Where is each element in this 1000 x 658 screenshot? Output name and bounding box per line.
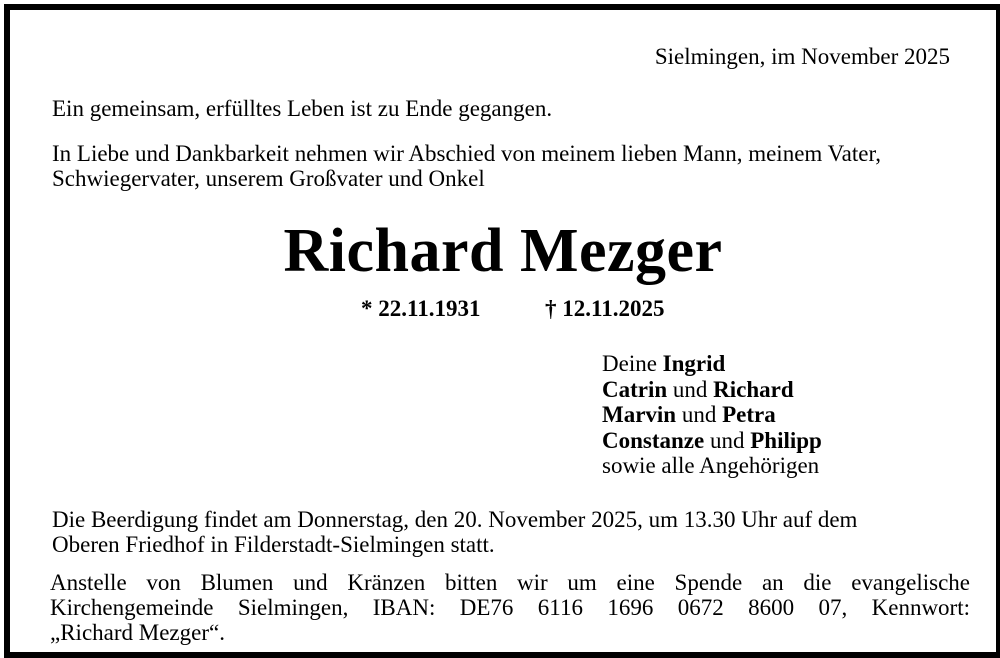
family-line (602, 351, 822, 377)
family-member: Ingrid (662, 351, 726, 376)
family-line (602, 377, 822, 403)
intro-line: Ein gemeinsam, erfülltes Leben ist zu Ende gegangen. (52, 96, 553, 121)
family-line (602, 402, 822, 428)
donation-notice (50, 570, 970, 645)
family-member: Constanze (602, 427, 705, 453)
obituary-frame (4, 4, 1000, 658)
family-member: Philipp (750, 427, 822, 453)
family-member: Marvin (602, 402, 677, 427)
family-conjunction: und (681, 402, 717, 427)
donation-line-2: Kirchengemeinde Sielmingen, IBAN: DE76 6116 1696 0672 8600 07, Kennwort: (50, 595, 970, 620)
place-date: Sielmingen, im November 2025 (654, 44, 950, 69)
family-signature (602, 351, 822, 479)
family-member: Richard (713, 376, 794, 402)
funeral-line-1: Die Beerdigung findet am Donnerstag, den 20. November 2025, um 13.30 Uhr auf dem (52, 507, 858, 532)
donation-line-3: „Richard Mezger“. (50, 620, 225, 645)
funeral-line-2: Oberen Friedhof in Filderstadt-Sielmingen statt. (52, 532, 495, 557)
family-member: Catrin (602, 376, 668, 402)
farewell-line-1: In Liebe und Dankbarkeit nehmen wir Abschied von meinem lieben Mann, meinem Vater, (52, 141, 881, 166)
family-line (602, 428, 822, 454)
family-conjunction: und (709, 427, 745, 453)
family-member: Petra (722, 402, 776, 427)
family-conjunction: und (672, 376, 708, 402)
birth-date: * 22.11.1931 (361, 296, 481, 321)
family-relatives: sowie alle Angehörigen (602, 453, 820, 478)
farewell-line-2: Schwiegervater, unserem Großvater und Onkel (52, 166, 485, 191)
donation-line-1: Anstelle von Blumen und Kränzen bitten wir um eine Spende an die evangelische (50, 570, 970, 595)
deceased-name: Richard Mezger (283, 217, 723, 285)
family-prefix: Deine (602, 351, 657, 376)
death-date: † 12.11.2025 (545, 296, 665, 321)
